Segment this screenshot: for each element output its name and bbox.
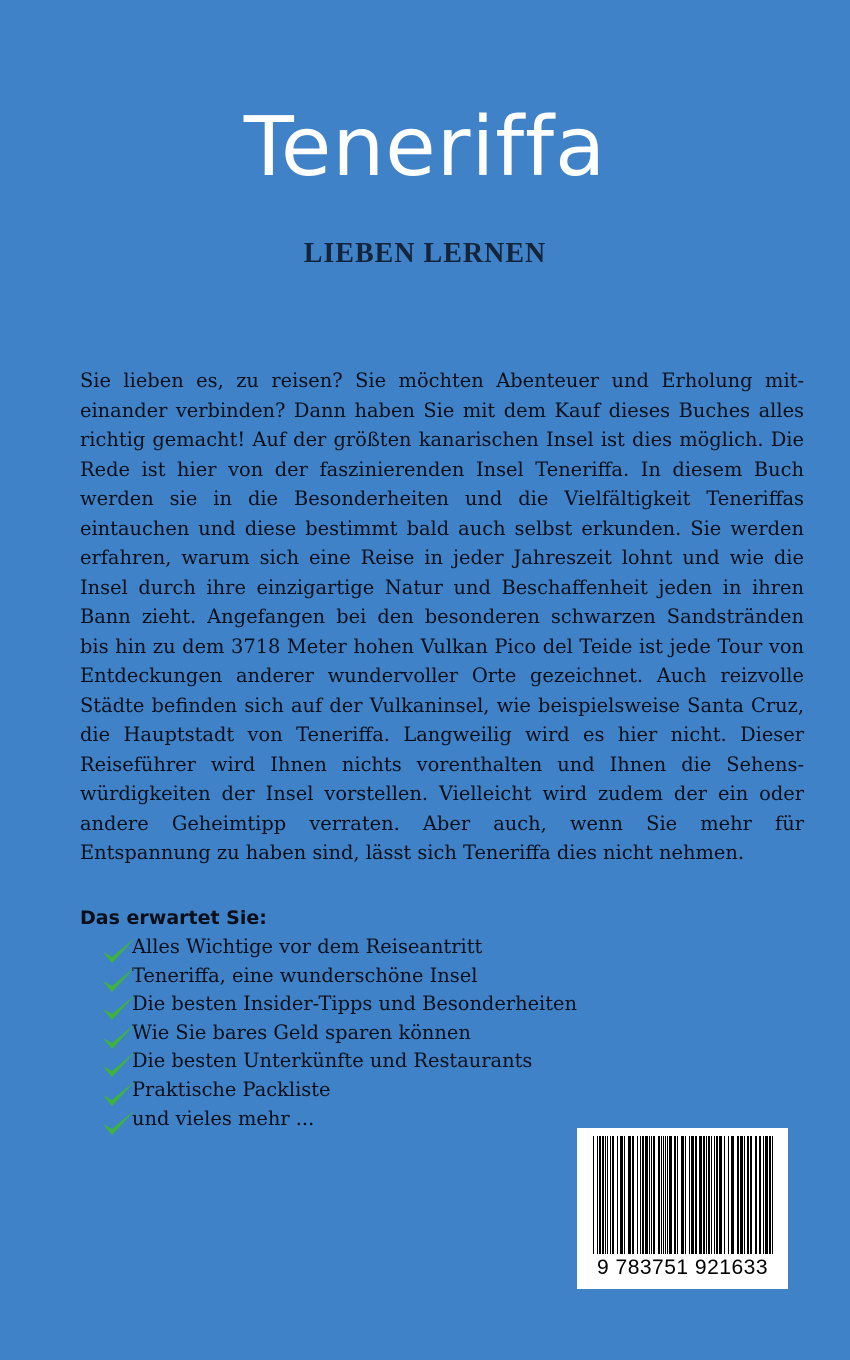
barcode-bar [772, 1136, 773, 1254]
barcode-bar [642, 1136, 644, 1254]
barcode-bar [769, 1136, 771, 1254]
barcode-bar [653, 1136, 655, 1254]
barcode-bar [610, 1136, 611, 1254]
barcode-bar [737, 1136, 739, 1254]
barcode-bar [632, 1136, 634, 1254]
book-subtitle: LIEBEN LERNEN [303, 238, 547, 269]
isbn-number: 9 783751 921633 [597, 1256, 768, 1279]
barcode-bar [681, 1136, 684, 1254]
feature-item [102, 1047, 577, 1076]
barcode-bar [750, 1136, 752, 1254]
barcode-bars [577, 1128, 788, 1258]
barcode-bar [628, 1136, 631, 1254]
feature-label: und vieles mehr ... [132, 1106, 315, 1130]
barcode-bar [747, 1136, 749, 1254]
barcode-bar [744, 1136, 745, 1254]
barcode-bar [674, 1136, 676, 1254]
barcode-bar [708, 1136, 710, 1254]
barcode-bar [685, 1136, 686, 1254]
barcode-bar [719, 1136, 722, 1254]
barcode-bar [714, 1136, 715, 1254]
barcode-bar [677, 1136, 678, 1254]
barcode-bar [597, 1136, 598, 1254]
barcode-bar [651, 1136, 652, 1254]
barcode-bar [665, 1136, 666, 1254]
feature-item [102, 962, 577, 991]
barcode-bar [706, 1136, 707, 1254]
feature-label: Teneriffa, eine wunderschöne Insel [132, 963, 478, 987]
barcode-bar [645, 1136, 648, 1254]
barcode-bar [663, 1136, 664, 1254]
barcode-bar [637, 1136, 638, 1254]
feature-item [102, 1076, 577, 1105]
barcode-bar [617, 1136, 618, 1254]
barcode-bar [724, 1136, 725, 1254]
barcode-bar [763, 1136, 764, 1254]
feature-label: Alles Wichtige vor dem Reiseantritt [132, 935, 483, 958]
barcode-bar [620, 1136, 623, 1254]
feature-label: Praktische Packliste [132, 1077, 331, 1101]
barcode-bar [695, 1136, 697, 1254]
barcode-bar [593, 1136, 594, 1254]
barcode-bar [691, 1136, 694, 1254]
book-title: Teneriffa [243, 100, 607, 195]
barcode-bar [605, 1136, 606, 1254]
barcode-bar [731, 1136, 734, 1254]
barcode-bar [669, 1136, 672, 1254]
barcode-bar [740, 1136, 743, 1254]
feature-item [102, 990, 577, 1019]
barcode-bar [658, 1136, 660, 1254]
feature-item [102, 933, 577, 962]
barcode-bar [703, 1136, 705, 1254]
feature-label: Die besten Unterkünfte und Restaurants [132, 1049, 533, 1073]
barcode-bar [602, 1136, 604, 1254]
barcode-bar [667, 1136, 668, 1254]
barcode-bar [612, 1136, 614, 1254]
barcode-bar [607, 1136, 608, 1254]
barcode-bar [711, 1136, 712, 1254]
barcode-bar [755, 1136, 757, 1254]
feature-item [102, 1105, 577, 1134]
barcode-bar [624, 1136, 625, 1254]
feature-item [102, 1019, 577, 1048]
barcode-bar [728, 1136, 729, 1254]
checkmark-icon [102, 1109, 136, 1137]
barcode-bar [640, 1136, 641, 1254]
barcode-bar [765, 1136, 768, 1254]
barcode-bar [661, 1136, 662, 1254]
barcode-bar [699, 1136, 702, 1254]
barcode-bar [689, 1136, 690, 1254]
back-cover-blurb: Sie lieben es, zu reisen? Sie möchten Abenteuer und Erholung miteinander verbinden? Dann haben Sie mit dem Kauf dieses Buches alles richtig gemacht! Auf der größten kanarischen Insel ist dies möglich. Die Rede ist hier von der faszinierenden Insel Teneriffa. In diesem Buch werden sie in die Besonderheiten und die Vielfältigkeit Teneriffas eintauchen und diese bestimmt bald auch selbst erkunden. Sie werden erfahren, warum sich eine Reise in jeder Jahreszeit lohnt und wie die Insel durch ihre einzigartige Natur und Beschaffenheit jeden in ihren Bann zieht. Angefangen bei den besonderen schwarzen Sandstränden bis hin zu dem 3718 Meter hohen Vulkan Pico del Teide ist jede Tour von Entdeckungen anderer wundervoller Orte gezeichnet. Auch reizvolle Städte befinden sich auf der Vulkaninsel, wie beispielsweise Santa Cruz, die Hauptstadt von Teneriffa. Langweilig wird es hier nicht. Dieser Reiseführer wird Ihnen nichts vorenthalten und Ihnen die Sehenswürdigkeiten der Insel vorstellen. Vielleicht wird zudem der ein oder andere Geheimtipp verraten. Aber auch, wenn Sie mehr für Entspannung zu haben sind, lässt sich Teneriffa dies nicht nehmen. [80, 369, 804, 864]
feature-label: Wie Sie bares Geld sparen können [132, 1020, 471, 1044]
features-list [102, 933, 577, 1133]
barcode-bar [759, 1136, 761, 1254]
features-heading: Das erwartet Sie: [80, 907, 267, 929]
feature-label: Die besten Insider-Tipps und Besonderheiten [132, 992, 578, 1016]
barcode-bar [649, 1136, 650, 1254]
barcode-bar [599, 1136, 601, 1254]
barcode-bar [716, 1136, 718, 1254]
isbn-barcode [577, 1128, 788, 1289]
